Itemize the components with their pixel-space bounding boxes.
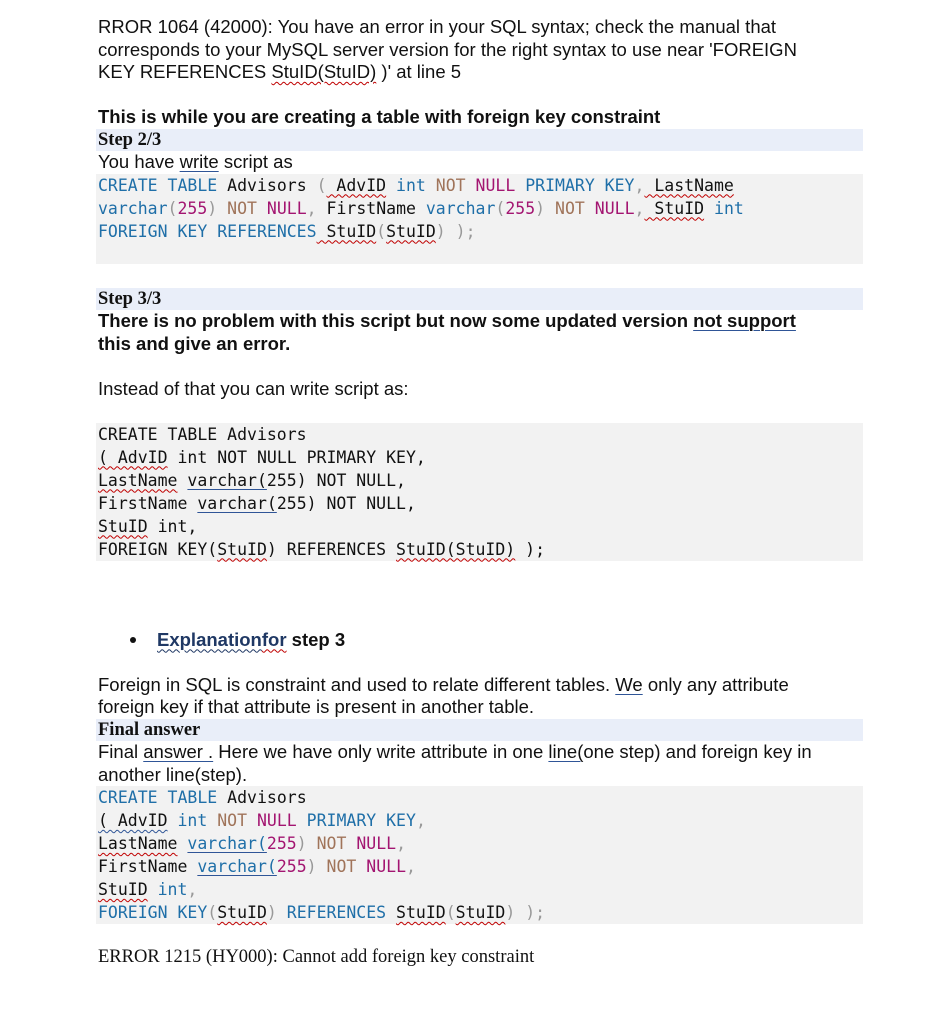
- code-token: FirstName: [316, 198, 416, 218]
- code-token: StuID: [396, 903, 446, 922]
- code-token: ,: [187, 880, 198, 899]
- code-token: varchar: [98, 198, 168, 218]
- code-token: StuID: [386, 221, 436, 241]
- code-token: varchar(: [197, 493, 277, 513]
- code-token: (: [495, 198, 506, 218]
- final-text-answer: answer .: [143, 741, 214, 762]
- code-token: [386, 903, 396, 922]
- explanation-text-c: only any attribute: [642, 673, 789, 695]
- final-text-line: line(: [548, 741, 584, 762]
- code-token: int: [167, 811, 208, 830]
- code-token: FirstName: [98, 857, 198, 876]
- code-token: ( AdvID: [98, 447, 168, 467]
- code-token: int: [147, 880, 188, 899]
- code-token: TABLE: [157, 788, 218, 807]
- step-3-statement-c: this and give an error.: [98, 332, 291, 354]
- error-line-3-ref: StuID(StuID): [271, 61, 377, 82]
- code-token: NOT: [425, 175, 466, 195]
- error-line-2: corresponds to your MySQL server version for the right syntax to use near 'FOREIGN: [98, 38, 797, 60]
- step-3-statement: [98, 310, 863, 355]
- code-token: 255) NOT NULL,: [276, 493, 416, 513]
- code-token: ,: [634, 175, 645, 195]
- code-token: ): [266, 903, 277, 922]
- step-3-code-block: [96, 423, 863, 561]
- explanation-text-we: We: [615, 673, 643, 695]
- code-token: NULL: [247, 811, 297, 830]
- code-token: (: [445, 903, 456, 922]
- code-token: (: [167, 198, 178, 218]
- step-2-intro-write: write: [179, 151, 219, 172]
- code-token: );: [515, 539, 546, 559]
- final-answer-text: [98, 741, 863, 786]
- code-token: FOREIGN KEY: [98, 903, 208, 922]
- final-text-c: Here we have only write attribute in one: [213, 741, 549, 762]
- code-token: PRIMARY KEY: [296, 811, 416, 830]
- bullet-dot-icon: [130, 637, 136, 643]
- code-token: ): [296, 834, 307, 853]
- code-token: Advisors: [217, 788, 307, 807]
- code-token: ): [505, 903, 516, 922]
- code-token: StuID: [217, 539, 267, 559]
- step-3-statement-a: There is no problem with this script but now some updated version: [98, 310, 694, 331]
- error-message-bottom: ERROR 1215 (HY000): Cannot add foreign key constraint: [98, 947, 535, 967]
- code-token: NULL: [356, 857, 406, 876]
- code-token: NOT: [316, 857, 357, 876]
- code-token: StuID: [98, 880, 148, 899]
- code-token: NULL: [256, 198, 307, 218]
- final-line-2: another line(step).: [98, 763, 248, 785]
- explanation-text-a: Foreign in SQL is constraint and used to relate different tables.: [98, 673, 616, 695]
- code-token: FirstName: [98, 493, 198, 513]
- code-token: FOREIGN KEY(: [98, 539, 218, 559]
- code-token: Advisors: [217, 175, 317, 195]
- code-token: varchar(: [187, 834, 267, 853]
- code-token: NULL: [346, 834, 397, 853]
- code-token: int: [704, 198, 744, 218]
- code-token: varchar: [415, 198, 496, 218]
- code-token: ): [435, 221, 446, 241]
- code-token: varchar(: [187, 470, 267, 490]
- headline: This is while you are creating a table with foreign key constraint: [98, 106, 661, 127]
- code-token: StuID: [316, 221, 377, 241]
- code-token: REFERENCES: [276, 903, 387, 922]
- step-2-intro-a: You have: [98, 151, 180, 172]
- code-token: FOREIGN KEY: [98, 221, 208, 241]
- document-body: [98, 16, 863, 969]
- code-token: 255) NOT NULL,: [266, 470, 406, 490]
- error-message-top: [98, 16, 863, 84]
- code-token: LastName: [644, 175, 734, 195]
- code-token: ): [207, 198, 218, 218]
- code-token: varchar(: [197, 857, 277, 876]
- step-3-label: Step 3/3: [96, 288, 863, 311]
- error-line-3: [98, 61, 863, 84]
- final-code-block: [96, 786, 863, 924]
- code-token: 255: [177, 198, 208, 218]
- code-token: NULL: [584, 198, 635, 218]
- code-token: (: [376, 221, 387, 241]
- code-token: 255: [266, 834, 297, 853]
- explanation-paragraph: [98, 674, 863, 719]
- step-2-label: Step 2/3: [96, 129, 863, 152]
- code-token: StuID: [644, 198, 705, 218]
- code-token: ,: [415, 811, 426, 830]
- code-token: ( AdvID: [98, 811, 168, 830]
- code-token: StuID: [217, 903, 267, 922]
- code-line: CREATE TABLE Advisors: [98, 424, 307, 444]
- code-token: ) REFERENCES: [266, 539, 397, 559]
- code-token: CREATE: [98, 175, 158, 195]
- code-token: int: [386, 175, 426, 195]
- code-token: );: [515, 903, 546, 922]
- final-text-e: one step) and foreign key in: [583, 741, 812, 762]
- final-line-1: [98, 741, 863, 764]
- code-token: ): [535, 198, 546, 218]
- code-token: [177, 471, 187, 490]
- code-token: 255: [276, 857, 307, 876]
- code-token: int NOT NULL PRIMARY KEY,: [167, 447, 426, 467]
- explanation-word: Explanation: [157, 628, 262, 650]
- code-token: REFERENCES: [207, 221, 317, 241]
- code-token: NOT: [306, 834, 347, 853]
- explanation-bullet: [98, 629, 863, 652]
- code-token: (: [207, 903, 218, 922]
- step-3-instead: Instead of that you can write script as:: [98, 377, 409, 399]
- error-line-3-end: )' at line 5: [376, 61, 462, 82]
- step-3-statement-b: not support: [693, 310, 796, 331]
- code-token: StuID: [455, 903, 506, 922]
- code-token: ): [306, 857, 317, 876]
- code-token: PRIMARY KEY: [515, 175, 635, 195]
- code-token: CREATE: [98, 788, 158, 807]
- code-token: StuID: [98, 516, 148, 536]
- code-token: int,: [147, 516, 198, 536]
- code-token: ,: [396, 834, 407, 853]
- step-2-intro: [98, 151, 863, 174]
- error-line-3-part: KEY REFERENCES: [98, 61, 272, 82]
- explanation-line-2: foreign key if that attribute is present in another table.: [98, 696, 535, 717]
- code-token: StuID(StuID): [396, 539, 516, 559]
- final-text-a: Final: [98, 741, 144, 762]
- code-token: NOT: [217, 198, 257, 218]
- code-token: TABLE: [167, 175, 218, 195]
- code-token: ,: [634, 198, 645, 218]
- code-token: NOT: [545, 198, 585, 218]
- code-token: 255: [505, 198, 536, 218]
- code-token: ,: [406, 857, 416, 876]
- explanation-line-1: [98, 674, 863, 697]
- code-token: NULL: [465, 175, 516, 195]
- code-token: LastName: [98, 470, 178, 490]
- step-2-intro-c: script as: [218, 151, 293, 172]
- explanation-for: for: [261, 628, 287, 650]
- code-token: [177, 834, 187, 853]
- code-token: AdvID: [326, 175, 387, 195]
- code-token: LastName: [98, 834, 178, 853]
- error-line-1: RROR 1064 (42000): You have an error in your SQL syntax; check the manual that: [98, 16, 777, 37]
- code-token: (: [316, 175, 327, 195]
- final-answer-label: Final answer: [96, 719, 863, 742]
- step-2-code-block: [96, 174, 863, 264]
- code-token: ,: [306, 198, 317, 218]
- code-token: NOT: [207, 811, 248, 830]
- explanation-heading: [157, 629, 345, 652]
- code-token: );: [445, 221, 476, 241]
- explanation-step: step 3: [286, 628, 346, 650]
